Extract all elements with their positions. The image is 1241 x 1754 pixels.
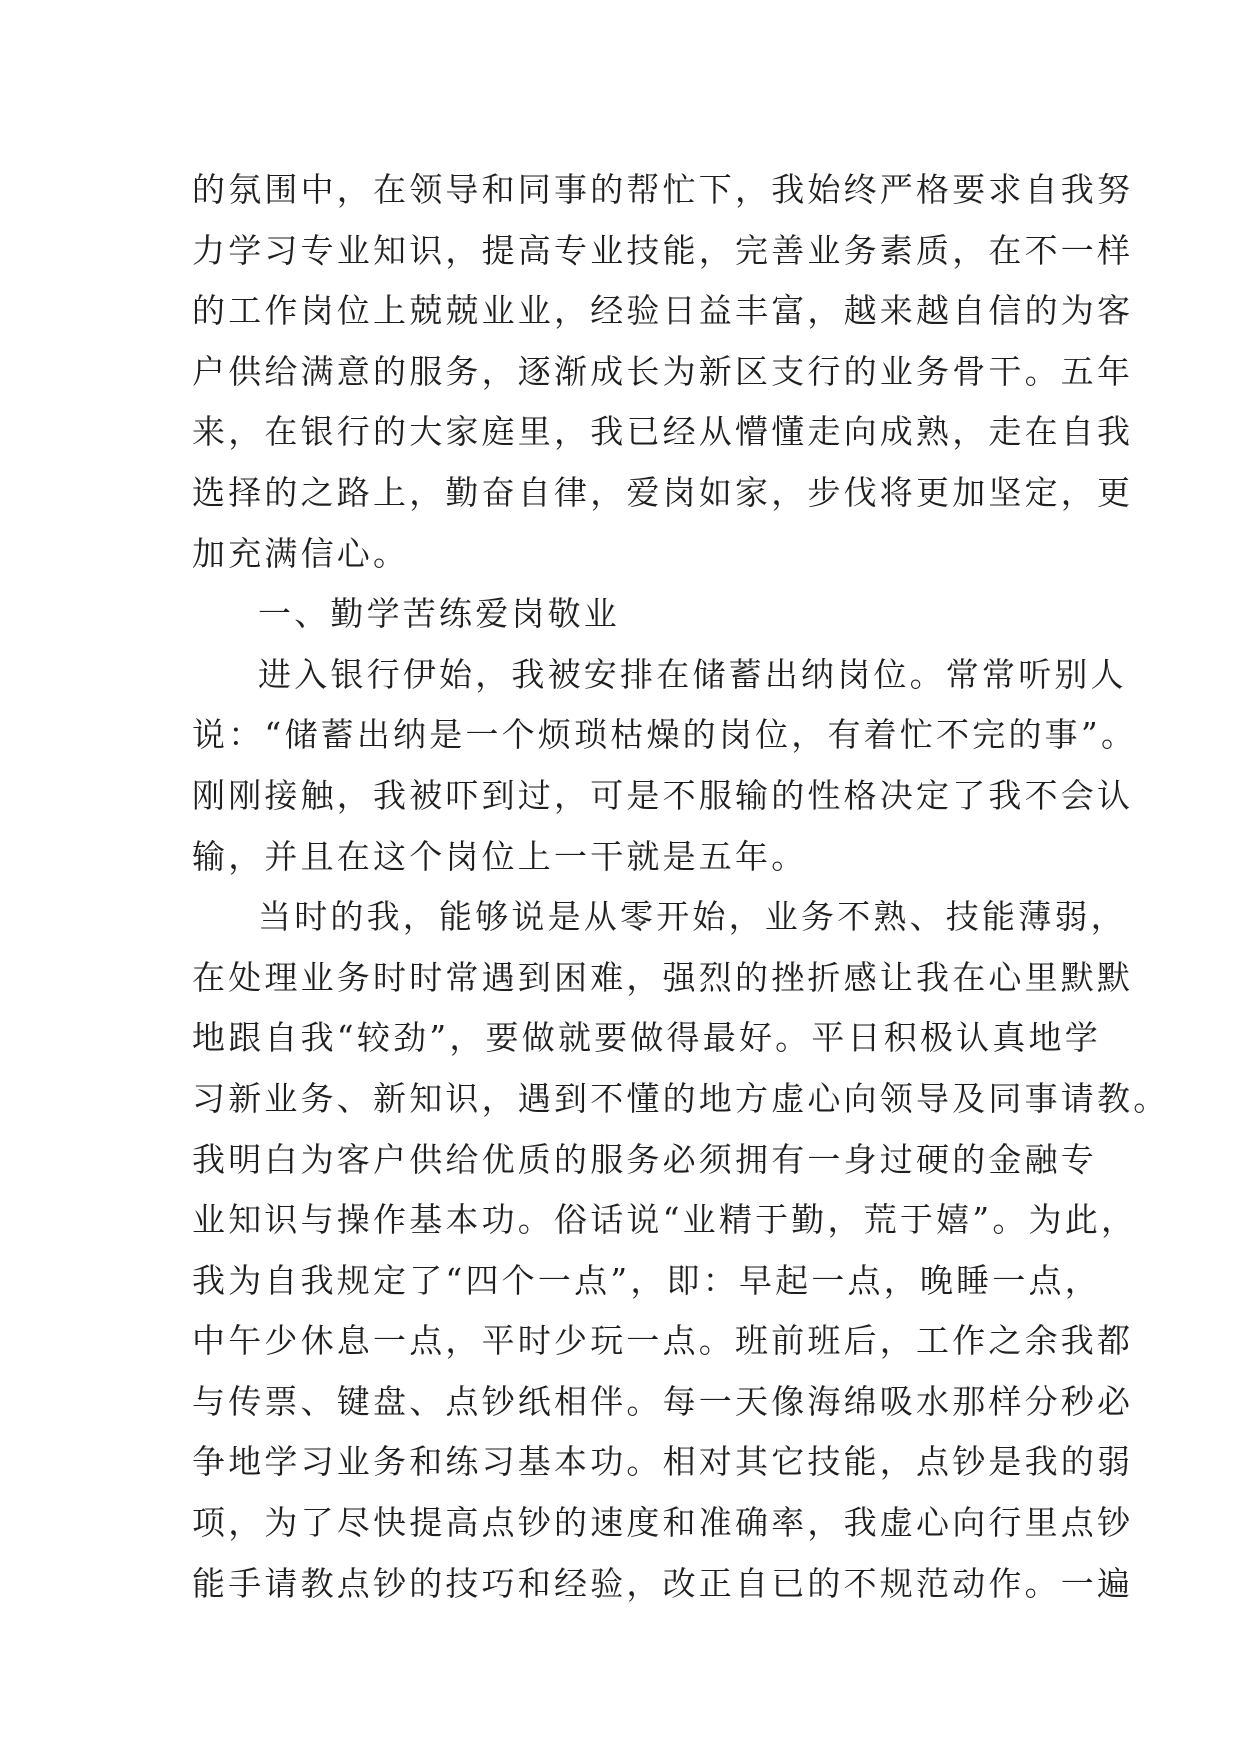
paragraph-line: 户供给满意的服务，逐渐成长为新区支行的业务骨干。五年 [192, 351, 1134, 391]
paragraph-line: 力学习专业知识，提高专业技能，完善业务素质，在不一样 [192, 230, 1134, 270]
section-heading: 一、勤学苦练爱岗敬业 [258, 594, 620, 634]
paragraph-line: 的氛围中，在领导和同事的帮忙下，我始终严格要求自我努 [192, 170, 1134, 209]
paragraph-line: 业知识与操作基本功。俗话说“业精于勤，荒于嬉”。为此， [192, 1200, 1138, 1240]
paragraph-line: 当时的我，能够说是从零开始，业务不熟、技能薄弱， [258, 897, 1127, 937]
paragraph-line: 进入银行伊始，我被安排在储蓄出纳岗位。常常听别人 [258, 654, 1127, 694]
paragraph-line: 刚刚接触，我被吓到过，可是不服输的性格决定了我不会认 [192, 775, 1134, 815]
paragraph-line: 争地学习业务和练习基本功。相对其它技能，点钞是我的弱 [192, 1442, 1134, 1482]
paragraph-line: 我为自我规定了“四个一点”，即：早起一点，晚睡一点， [192, 1260, 1101, 1300]
paragraph-line: 与传票、键盘、点钞纸相伴。每一天像海绵吸水那样分秒必 [192, 1381, 1134, 1421]
paragraph-line: 加充满信心。 [192, 533, 410, 573]
paragraph-line: 的工作岗位上兢兢业业，经验日益丰富，越来越自信的为客 [192, 291, 1134, 331]
paragraph-line: 选择的之路上，勤奋自律，爱岗如家，步伐将更加坚定，更 [192, 472, 1134, 512]
document-body [192, 160, 1170, 1614]
paragraph-line: 能手请教点钞的技巧和经验，改正自已的不规范动作。一遍 [192, 1563, 1134, 1603]
paragraph-line: 来，在银行的大家庭里，我已经从懵懂走向成熟，走在自我 [192, 412, 1134, 452]
paragraph-line: 说：“储蓄出纳是一个烦琐枯燥的岗位，有着忙不完的事”。 [192, 715, 1138, 755]
paragraph-line: 习新业务、新知识，遇到不懂的地方虚心向领导及同事请教。 [192, 1078, 1170, 1118]
paragraph-line: 地跟自我“较劲”，要做就要做得最好。平日积极认真地学 [192, 1018, 1101, 1058]
paragraph-line: 项，为了尽快提高点钞的速度和准确率，我虚心向行里点钞 [192, 1503, 1134, 1543]
paragraph-line: 在处理业务时时常遇到困难，强烈的挫折感让我在心里默默 [192, 957, 1134, 997]
paragraph-line: 中午少休息一点，平时少玩一点。班前班后，工作之余我都 [192, 1321, 1134, 1361]
paragraph-line: 我明白为客户供给优质的服务必须拥有一身过硬的金融专 [192, 1139, 1097, 1179]
paragraph-line: 输，并且在这个岗位上一干就是五年。 [192, 836, 808, 876]
